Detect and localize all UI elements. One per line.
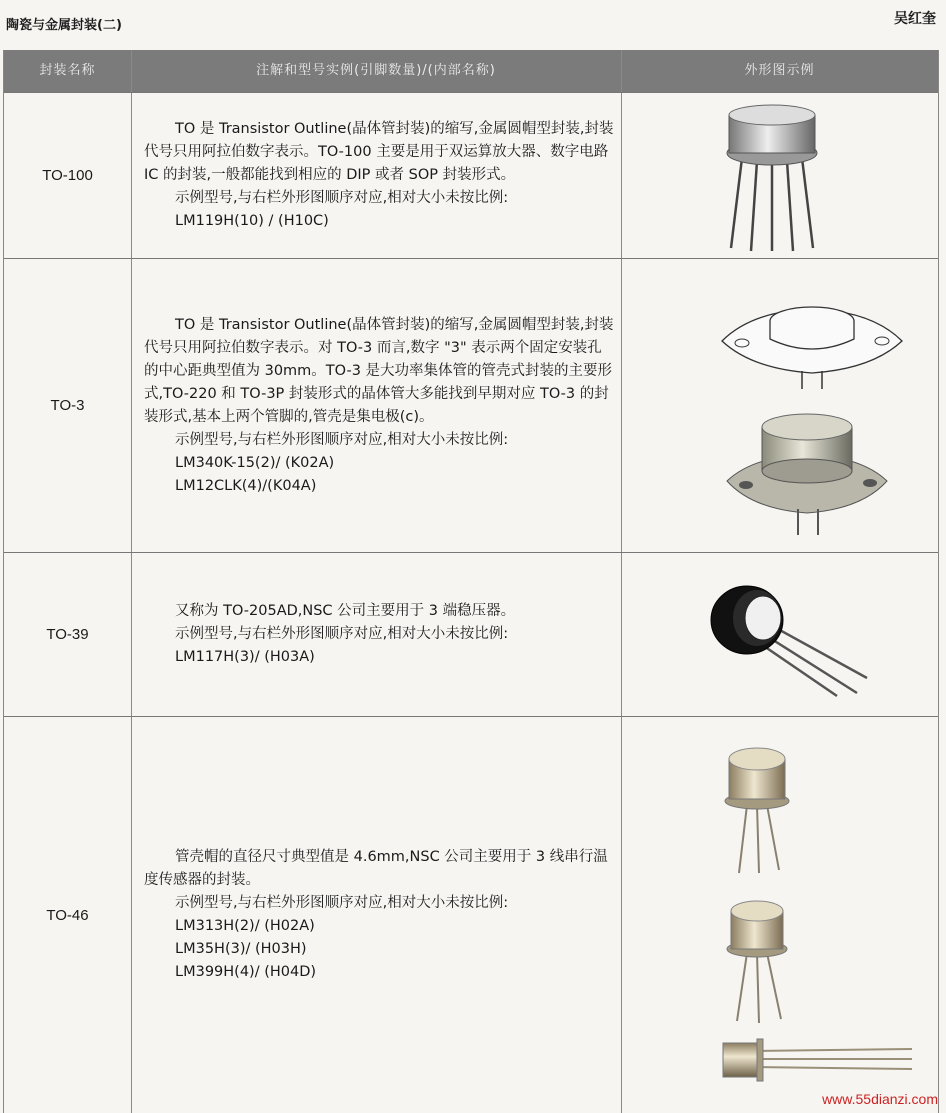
to3-outline-illustration (712, 281, 912, 391)
example-model: LM399H(4)/ (H04D) (175, 964, 317, 980)
package-figure (622, 717, 938, 1113)
to46-side-illustration (717, 1037, 917, 1097)
table-row (4, 552, 938, 716)
section-title: 陶瓷与金属封装(二) (6, 18, 122, 33)
package-table (3, 50, 939, 1113)
table-row (4, 258, 938, 552)
package-figure (622, 93, 938, 258)
description-text: TO 是 Transistor Outline(晶体管封装)的缩写,金属圆帽型封装,封装代号只用阿拉伯数字表示。对 TO-3 而言,数字 "3" 表示两个固定安装孔的中心距典型值为 30mm。TO-3 是大功率集体管的管壳式封装的主要形式,TO-220 和 TO-3P 封装形式的晶体管大多能找到早期对应 TO-3 的封装形式,基本上两个管脚的,管壳是集电极(c)。 (144, 316, 614, 425)
example-caption: 示例型号,与右栏外形图顺序对应,相对大小未按比例: (175, 626, 509, 642)
description-text: 管壳帽的直径尺寸典型值是 4.6mm,NSC 公司主要用于 3 线串行温度传感器的封装。 (144, 849, 608, 888)
package-description (144, 93, 616, 258)
to46-package-illustration (717, 895, 797, 1025)
example-model: LM12CLK(4)/(K04A) (175, 477, 317, 494)
to3-package-illustration (722, 409, 892, 539)
example-model: LM340K-15(2)/ (K02A) (175, 454, 335, 471)
package-name: TO-39 (46, 626, 89, 643)
to100-package-illustration (717, 103, 827, 253)
package-figure (622, 259, 938, 552)
to46-package-illustration (717, 745, 797, 875)
package-name: TO-100 (42, 167, 93, 184)
example-model: LM117H(3)/ (H03A) (175, 649, 315, 665)
table-row (4, 92, 938, 258)
author-name: 吴红奎 (894, 11, 936, 27)
page-header (0, 0, 946, 48)
to39-package-illustration (707, 578, 877, 698)
package-name: TO-46 (46, 906, 89, 924)
example-caption: 示例型号,与右栏外形图顺序对应,相对大小未按比例: (175, 431, 509, 448)
example-caption: 示例型号,与右栏外形图顺序对应,相对大小未按比例: (175, 190, 509, 206)
description-text: 又称为 TO-205AD,NSC 公司主要用于 3 端稳压器。 (175, 603, 516, 619)
column-header-name: 封装名称 (39, 63, 96, 78)
table-header (4, 50, 938, 92)
package-name: TO-3 (50, 397, 85, 414)
example-caption: 示例型号,与右栏外形图顺序对应,相对大小未按比例: (175, 895, 509, 911)
package-figure (622, 553, 938, 716)
example-model: LM119H(10) / (H10C) (175, 213, 329, 229)
column-header-description: 注解和型号实例(引脚数量)/(内部名称) (256, 63, 496, 78)
package-description (144, 259, 616, 552)
description-text: TO 是 Transistor Outline(晶体管封装)的缩写,金属圆帽型封装,封装代号只用阿拉伯数字表示。TO-100 主要是用于双运算放大器、数字电路 IC 的封装,一般都能找到相应的 DIP 或者 SOP 封装形式。 (144, 121, 614, 183)
package-description (144, 553, 616, 716)
table-row (4, 716, 938, 1113)
watermark-url: www.55dianzi.com (822, 1091, 938, 1107)
package-description (144, 717, 616, 1113)
column-header-figure: 外形图示例 (744, 63, 815, 78)
example-model: LM35H(3)/ (H03H) (175, 941, 307, 957)
example-model: LM313H(2)/ (H02A) (175, 918, 315, 934)
